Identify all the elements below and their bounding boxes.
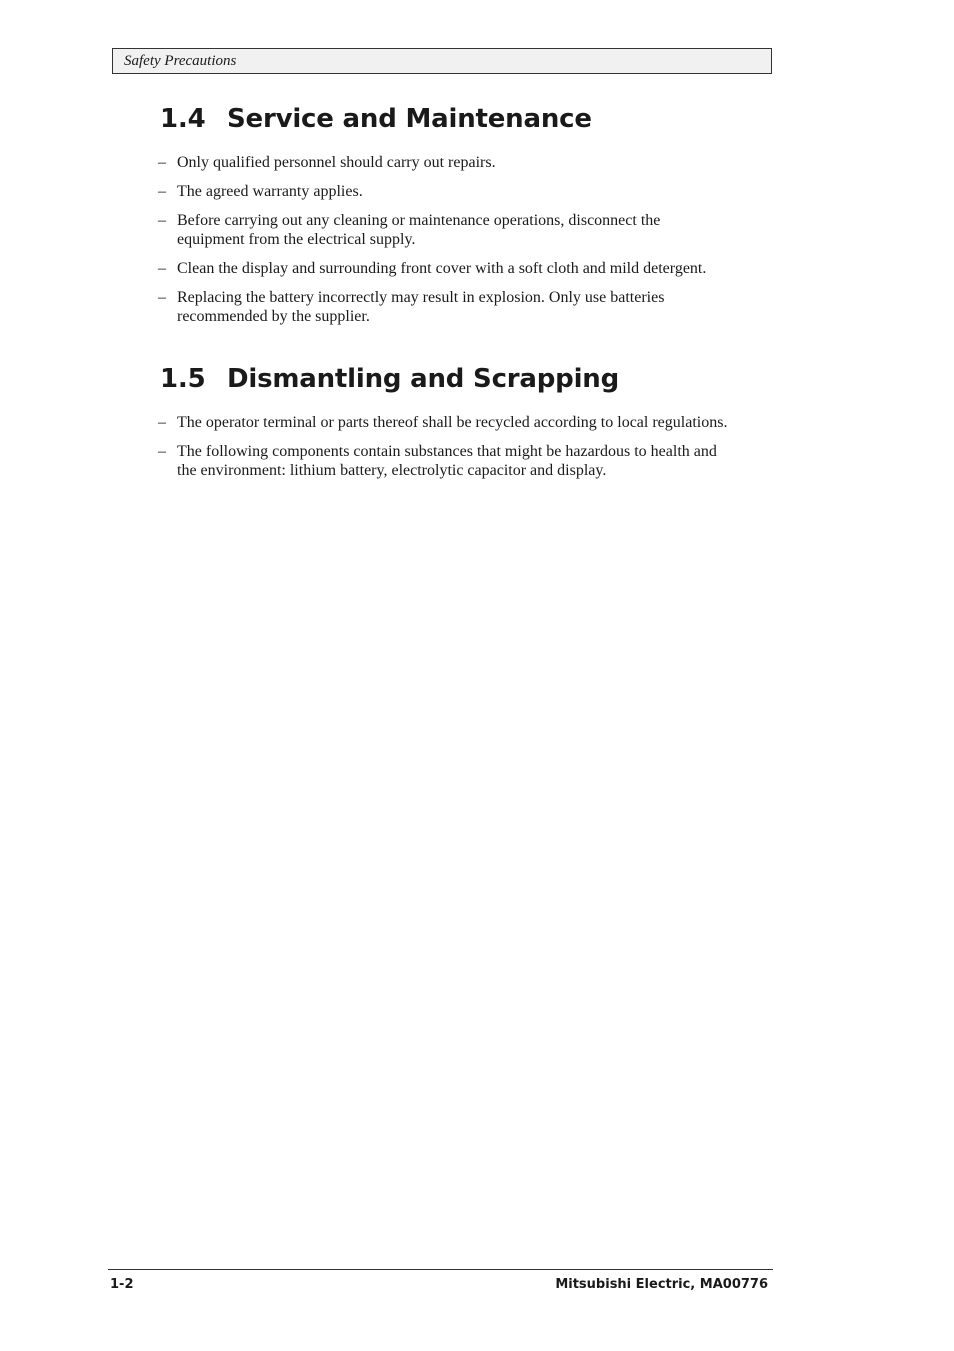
- list-item: [158, 442, 738, 480]
- list-item-text: The following components contain substances that might be hazardous to health and the environment: lithium battery, electrolytic capacitor and display.: [177, 443, 717, 479]
- bullet-dash: –: [158, 260, 166, 277]
- list-item-text: Before carrying out any cleaning or maintenance operations, disconnect the equipment from the electrical supply.: [177, 212, 661, 248]
- section-title-text: Service and Maintenance: [227, 104, 592, 134]
- section-title-service-maintenance: [160, 104, 592, 134]
- bullet-dash: –: [158, 212, 166, 229]
- section-number: 1.4: [160, 104, 206, 134]
- section-number: 1.5: [160, 364, 206, 394]
- list-item-text: Clean the display and surrounding front cover with a soft cloth and mild detergent.: [177, 260, 707, 277]
- list-item: [158, 211, 718, 249]
- bullet-dash: –: [158, 414, 166, 431]
- list-item-text: The operator terminal or parts thereof shall be recycled according to local regulations.: [177, 414, 728, 431]
- list-item-text: The agreed warranty applies.: [177, 183, 363, 200]
- section-title-text: Dismantling and Scrapping: [227, 364, 620, 394]
- list-item-text: Replacing the battery incorrectly may result in explosion. Only use batteries recommended by the supplier.: [177, 289, 665, 325]
- document-reference: Mitsubishi Electric, MA00776: [555, 1277, 768, 1292]
- list-item: [158, 413, 738, 432]
- page-number: 1-2: [110, 1277, 134, 1292]
- list-item-text: Only qualified personnel should carry out repairs.: [177, 154, 496, 171]
- list-item: [158, 288, 718, 326]
- section-title-dismantling-scrapping: [160, 364, 619, 394]
- bullet-dash: –: [158, 154, 166, 171]
- bullet-dash: –: [158, 289, 166, 306]
- list-item: [158, 153, 718, 172]
- running-header-title: Safety Precautions: [124, 53, 237, 69]
- service-maintenance-list: [158, 153, 718, 336]
- bullet-dash: –: [158, 443, 166, 460]
- dismantling-scrapping-list: [158, 413, 738, 490]
- running-header: [112, 48, 772, 74]
- bullet-dash: –: [158, 183, 166, 200]
- footer-divider: [108, 1269, 773, 1270]
- list-item: [158, 259, 718, 278]
- list-item: [158, 182, 718, 201]
